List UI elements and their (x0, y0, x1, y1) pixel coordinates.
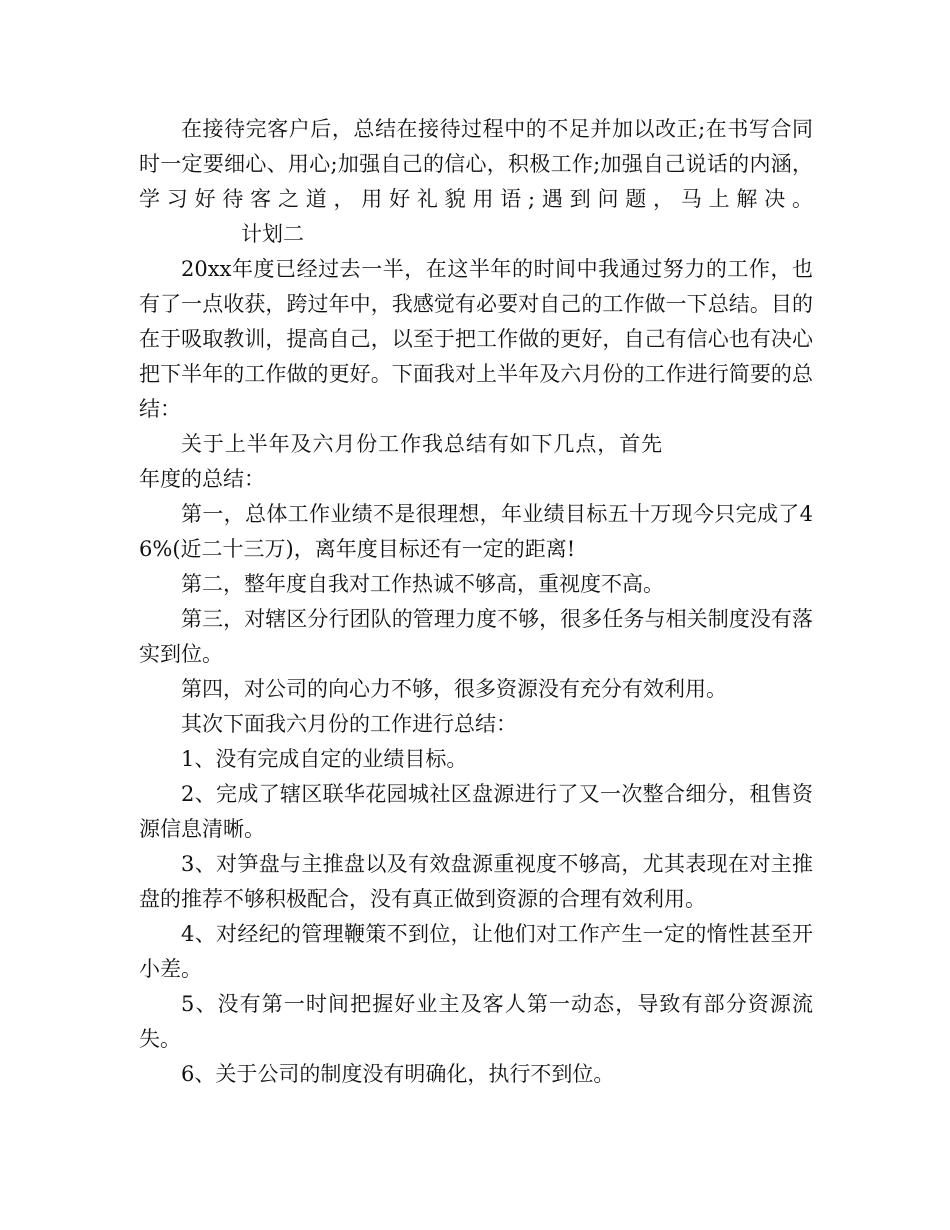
paragraph-summary-points-intro (139, 427, 813, 497)
paragraph-text: 第四，对公司的向心力不够，很多资源没有充分有效利用。 (181, 677, 727, 701)
list-item-1 (139, 742, 813, 777)
paragraph-point-3 (139, 602, 813, 672)
list-item-2 (139, 777, 813, 847)
paragraph-text: 第一，总体工作业绩不是很理想，年业绩目标五十万现今只完成了46%(近二十三万)，离年度目标还有一定的距离! (139, 502, 813, 561)
paragraph-text: 4、对经纪的管理鞭策不到位，让他们对工作产生一定的惰性甚至开小差。 (139, 922, 813, 981)
paragraph-text: 20xx年度已经过去一半，在这半年的时间中我通过努力的工作，也有了一点收获，跨过年中，我感觉有必要对自己的工作做一下总结。目的在于吸取教训，提高自己，以至于把工作做的更好，自己有信心也有决心把下半年的工作做的更好。下面我对上半年及六月份的工作进行简要的总结： (139, 257, 813, 421)
paragraph-text: 第三，对辖区分行团队的管理力度不够，很多任务与相关制度没有落实到位。 (139, 607, 813, 666)
paragraph-point-1 (139, 497, 813, 567)
document-body (139, 112, 813, 1092)
paragraph-text: 6、关于公司的制度没有明确化，执行不到位。 (181, 1062, 615, 1086)
paragraph-text: 在接待完客户后，总结在接待过程中的不足并加以改正;在书写合同时一定要细心、用心;加强自己的信心，积极工作;加强自己说话的内涵，学习好待客之道，用好礼貌用语;遇到问题，马上解决。 (139, 117, 813, 211)
paragraph-reception-summary (139, 112, 813, 252)
paragraph-point-2 (139, 567, 813, 602)
paragraph-trailing-text: 年度的总结： (139, 467, 265, 491)
paragraph-text: 第二，整年度自我对工作热诚不够高，重视度不高。 (181, 572, 664, 596)
paragraph-text: 3、对笋盘与主推盘以及有效盘源重视度不够高，尤其表现在对主推盘的推荐不够积极配合，没有真正做到资源的合理有效利用。 (139, 852, 813, 911)
paragraph-text: 其次下面我六月份的工作进行总结： (181, 712, 517, 736)
paragraph-half-year-intro (139, 252, 813, 427)
list-item-3 (139, 847, 813, 917)
paragraph-text: 1、没有完成自定的业绩目标。 (181, 747, 468, 771)
paragraph-text: 2、完成了辖区联华花园城社区盘源进行了又一次整合细分，租售资源信息清晰。 (139, 782, 813, 841)
paragraph-text: 关于上半年及六月份工作我总结有如下几点，首先 (181, 432, 663, 456)
list-item-6 (139, 1057, 813, 1092)
list-item-4 (139, 917, 813, 987)
list-item-5 (139, 987, 813, 1057)
paragraph-text: 5、没有第一时间把握好业主及客人第一动态，导致有部分资源流失。 (139, 992, 813, 1051)
plan-heading: 计划二 (241, 222, 304, 246)
paragraph-june-intro (139, 707, 813, 742)
paragraph-point-4 (139, 672, 813, 707)
